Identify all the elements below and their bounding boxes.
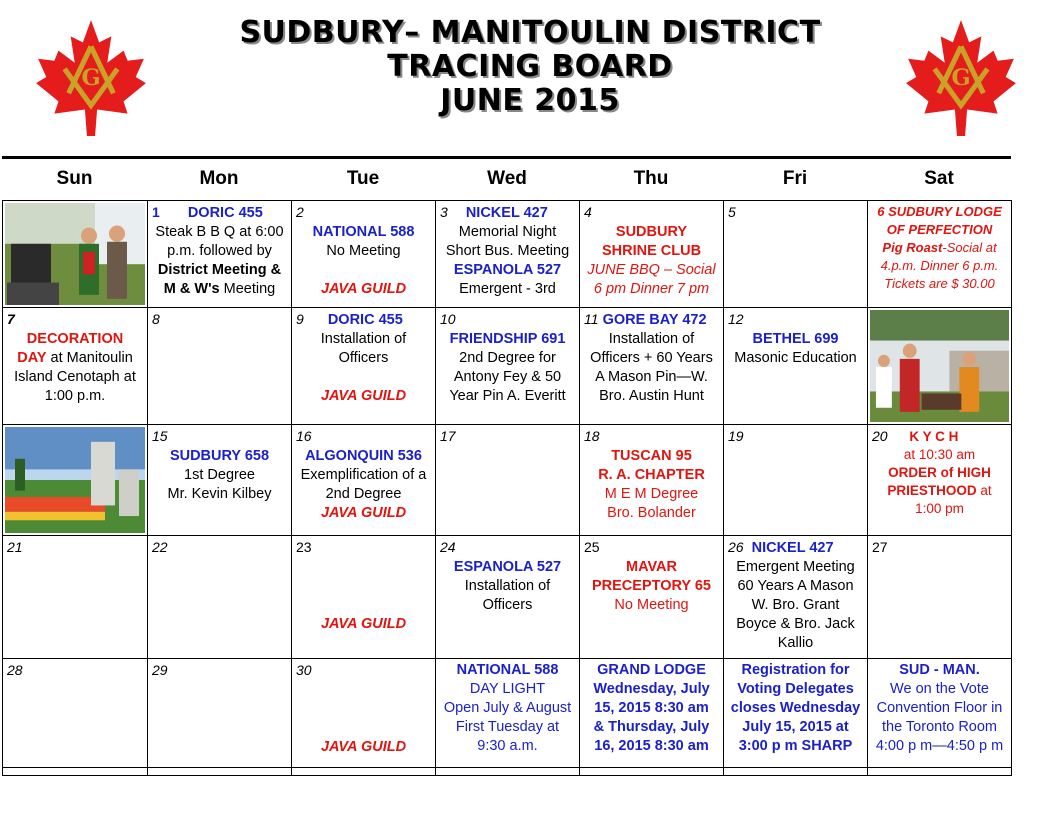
notice-cell-registration: [724, 659, 868, 768]
day-cell-jun17: [436, 425, 580, 536]
event-line: 9:30 a.m.: [477, 738, 538, 754]
week-row-6: [3, 768, 1012, 776]
event-line: A Mason Pin—W.: [595, 369, 708, 385]
week-row-2: [3, 308, 1012, 425]
title-line-3: JUNE 2015: [440, 83, 620, 118]
event-heading: MAVAR: [625, 559, 677, 575]
java-guild-label: JAVA GUILD: [320, 505, 407, 521]
event-heading: TUSCAN 95: [611, 448, 692, 464]
lodge-name: DORIC 455: [327, 312, 403, 328]
day-number: 19: [728, 428, 744, 444]
day-number: 9: [296, 311, 304, 327]
day-cell-jun22: [148, 536, 292, 659]
weekday-header-row: [2, 164, 1011, 194]
empty-cell: [724, 768, 868, 776]
photo-cell-pig-roast: [868, 308, 1012, 425]
lodge-name: NATIONAL 588: [312, 224, 415, 240]
event-line: Pig Roast: [882, 240, 943, 255]
lodge-name: BETHEL 699: [752, 331, 839, 347]
empty-cell: [3, 768, 148, 776]
day-number: 22: [152, 539, 168, 555]
event-line: Officers: [482, 597, 533, 613]
event-line: Tickets are $ 30.00: [884, 276, 995, 291]
day-cell-jun16: [292, 425, 436, 536]
event-line: Mr. Kevin Kilbey: [167, 486, 272, 502]
event-line: at: [976, 483, 992, 498]
notice-cell-grand-lodge: [580, 659, 724, 768]
empty-cell: [580, 768, 724, 776]
day-number: 21: [7, 539, 23, 555]
event-line: W. Bro. Grant: [751, 597, 840, 613]
event-heading: GRAND LODGE: [597, 662, 706, 678]
event-line: p.m. followed by: [167, 243, 272, 259]
event-line: 6 pm Dinner 7 pm: [593, 281, 710, 297]
day-cell-jun19: [724, 425, 868, 536]
event-line: Convention Floor in: [876, 700, 1003, 716]
event-line: 1:00 pm: [915, 501, 964, 516]
photo-pig-roast-image: [870, 310, 1009, 422]
empty-cell: [436, 768, 580, 776]
event-line: Bro. Bolander: [607, 505, 696, 521]
event-line: M & W's: [163, 281, 220, 297]
photo-cell-bbq: [3, 201, 148, 308]
event-heading: R. A. CHAPTER: [598, 467, 705, 483]
calendar-grid: [2, 200, 1012, 776]
day-cell-jun5: [724, 201, 868, 308]
day-cell-jun7: [3, 308, 148, 425]
weekday-wed: Wed: [487, 168, 527, 189]
day-number: 23: [296, 539, 312, 555]
event-line: Steak B B Q at 6:00: [155, 224, 284, 240]
event-line: Emergent - 3rd: [459, 281, 556, 297]
day-cell-jun23: [292, 536, 436, 659]
event-heading: K Y C H: [909, 429, 959, 444]
week-row-1: [3, 201, 1012, 308]
lodge-name: NATIONAL 588: [456, 662, 559, 678]
masonic-maple-leaf-logo-right: [900, 16, 1022, 138]
event-line: Wednesday, July: [593, 681, 710, 697]
lodge-name: ESPANOLA 527: [453, 262, 562, 278]
event-line: We on the Vote: [890, 681, 989, 697]
java-guild-label: JAVA GUILD: [320, 388, 407, 404]
event-line: Installation of: [608, 331, 695, 347]
event-heading: ORDER of HIGH: [888, 465, 991, 480]
event-line: Memorial Night: [458, 224, 557, 240]
week-row-4: [3, 536, 1012, 659]
event-line: Exemplification of a: [300, 467, 427, 483]
day-number: 4: [584, 204, 592, 220]
event-line: Year Pin A. Everitt: [449, 388, 566, 404]
weekday-sun: Sun: [56, 168, 93, 189]
event-heading: PRIESTHOOD: [887, 483, 977, 498]
event-line: M E M Degree: [604, 486, 699, 502]
empty-cell: [148, 768, 292, 776]
event-line: Installation of: [464, 578, 551, 594]
weekday-tue: Tue: [346, 168, 380, 189]
notice-cell-sud-man: [868, 659, 1012, 768]
weekday-sat: Sat: [924, 168, 954, 189]
empty-cell: [868, 768, 1012, 776]
java-guild-label: JAVA GUILD: [320, 616, 407, 632]
event-line: Short Bus. Meeting: [445, 243, 570, 259]
event-line: 3:00 p m SHARP: [738, 738, 853, 754]
day-cell-jun1: [148, 201, 292, 308]
day-cell-jun4: [580, 201, 724, 308]
event-line: 4:00 p m—4:50 p m: [875, 738, 1004, 754]
event-line: 16, 2015 8:30 am: [594, 738, 709, 754]
day-cell-jun28: [3, 659, 148, 768]
day-number: 16: [296, 428, 312, 444]
event-line: Meeting: [219, 281, 276, 297]
title-line-1: SUDBURY– MANITOULIN DISTRICT: [239, 15, 821, 50]
event-line: No Meeting: [326, 243, 401, 259]
event-line: Island Cenotaph at: [14, 369, 136, 385]
event-line: 1st Degree: [184, 467, 255, 483]
event-line: Officers: [338, 350, 389, 366]
event-line: 1:00 p.m.: [44, 388, 106, 404]
weekday-fri: Fri: [782, 168, 808, 189]
event-line: JUNE BBQ – Social: [587, 262, 716, 278]
day-number: 5: [728, 204, 736, 220]
weekday-mon: Mon: [199, 168, 239, 189]
day-number: 15: [152, 428, 168, 444]
event-line: Installation of: [320, 331, 407, 347]
lodge-name: ESPANOLA 527: [453, 559, 562, 575]
day-number: 12: [728, 311, 744, 327]
day-cell-jun25: [580, 536, 724, 659]
day-cell-jun29: [148, 659, 292, 768]
photo-cell-cenotaph: [3, 425, 148, 536]
event-line: Emergent Meeting: [736, 559, 855, 575]
day-number: 28: [7, 662, 23, 678]
day-cell-jun15: [148, 425, 292, 536]
page-title: [180, 16, 880, 118]
day-number: 24: [440, 539, 456, 555]
event-line: at 10:30 am: [903, 447, 976, 462]
event-heading: 6 SUDBURY LODGE: [877, 204, 1002, 219]
event-line: DAY LIGHT: [469, 681, 546, 697]
day-number: 17: [440, 428, 456, 444]
lodge-name: NICKEL 427: [751, 540, 834, 556]
day-cell-jun24: [436, 536, 580, 659]
event-line: District Meeting &: [157, 262, 282, 278]
event-line: Boyce & Bro. Jack: [736, 616, 855, 632]
day-cell-jun8: [148, 308, 292, 425]
day-number: 18: [584, 428, 600, 444]
emblem-letter: G: [951, 65, 971, 92]
lodge-name: GORE BAY 472: [602, 312, 707, 328]
day-number: 10: [440, 311, 456, 327]
day-cell-jun26: [724, 536, 868, 659]
day-cell-jun30: [292, 659, 436, 768]
header-divider: [2, 156, 1011, 159]
day-number: 25: [584, 539, 600, 555]
photo-bbq-image: [5, 203, 145, 305]
event-heading: SUDBURY: [615, 224, 688, 240]
event-line: -Social at: [942, 240, 997, 255]
day-cell-jun10: [436, 308, 580, 425]
day-cell-jun11: [580, 308, 724, 425]
java-guild-label: JAVA GUILD: [320, 739, 407, 755]
masonic-maple-leaf-logo-left: [30, 16, 152, 138]
java-guild-label: JAVA GUILD: [320, 281, 407, 297]
week-row-3: [3, 425, 1012, 536]
day-cell-jun20: [868, 425, 1012, 536]
event-line: 2nd Degree for: [459, 350, 556, 366]
day-cell-jun12: [724, 308, 868, 425]
event-line: & Thursday, July: [593, 719, 710, 735]
week-row-5: [3, 659, 1012, 768]
event-heading: PRECEPTORY 65: [591, 578, 711, 594]
day-cell-jun6: [868, 201, 1012, 308]
event-line: First Tuesday at: [455, 719, 560, 735]
event-line: 2nd Degree: [325, 486, 402, 502]
event-line: Officers + 60 Years: [590, 350, 713, 366]
photo-cenotaph-image: [5, 427, 145, 533]
day-number: 29: [152, 662, 168, 678]
event-heading: DAY: [17, 350, 47, 366]
day-number: 26: [728, 539, 744, 555]
day-cell-jun2: [292, 201, 436, 308]
event-line: closes Wednesday: [730, 700, 861, 716]
day-number: 7: [7, 311, 15, 327]
event-line: No Meeting: [614, 597, 689, 613]
event-line: Voting Delegates: [737, 681, 854, 697]
day-number: 8: [152, 311, 160, 327]
day-number: 11: [584, 311, 599, 327]
day-cell-jun9: [292, 308, 436, 425]
emblem-letter: G: [81, 65, 101, 92]
empty-cell: [292, 768, 436, 776]
event-line: Masonic Education: [734, 350, 857, 366]
weekday-thu: Thu: [633, 168, 669, 189]
day-number: 27: [872, 539, 888, 555]
day-cell-jun27: [868, 536, 1012, 659]
notice-cell-national-588: [436, 659, 580, 768]
event-heading: OF PERFECTION: [886, 222, 993, 237]
event-heading: DECORATION: [26, 331, 124, 347]
day-number: 2: [296, 204, 304, 220]
event-line: Bro. Austin Hunt: [599, 388, 704, 404]
lodge-name: ALGONQUIN 536: [305, 448, 422, 464]
day-number: 20: [872, 428, 888, 444]
day-number: 3: [440, 204, 448, 220]
day-cell-jun21: [3, 536, 148, 659]
event-line: Open July & August: [443, 700, 572, 716]
day-cell-jun18: [580, 425, 724, 536]
lodge-name: DORIC 455: [187, 205, 263, 221]
title-line-2: TRACING BOARD: [387, 49, 673, 84]
event-heading: SHRINE CLUB: [601, 243, 702, 259]
event-heading: SUD - MAN.: [899, 662, 980, 678]
lodge-name: NICKEL 427: [465, 205, 548, 221]
day-number: 30: [296, 662, 312, 678]
lodge-name: FRIENDSHIP 691: [449, 331, 566, 347]
event-line: at Manitoulin: [46, 350, 133, 366]
event-line: Registration for: [741, 662, 850, 678]
event-line: Kallio: [777, 635, 814, 651]
lodge-name: SUDBURY 658: [169, 448, 270, 464]
event-line: Antony Fey & 50: [453, 369, 562, 385]
event-line: the Toronto Room: [882, 719, 997, 735]
event-line: 15, 2015 8:30 am: [594, 700, 709, 716]
event-line: 4.p.m. Dinner 6 p.m.: [880, 258, 999, 273]
day-cell-jun3: [436, 201, 580, 308]
event-line: July 15, 2015 at: [742, 719, 849, 735]
day-number: 1: [152, 204, 160, 220]
event-line: 60 Years A Mason: [737, 578, 854, 594]
